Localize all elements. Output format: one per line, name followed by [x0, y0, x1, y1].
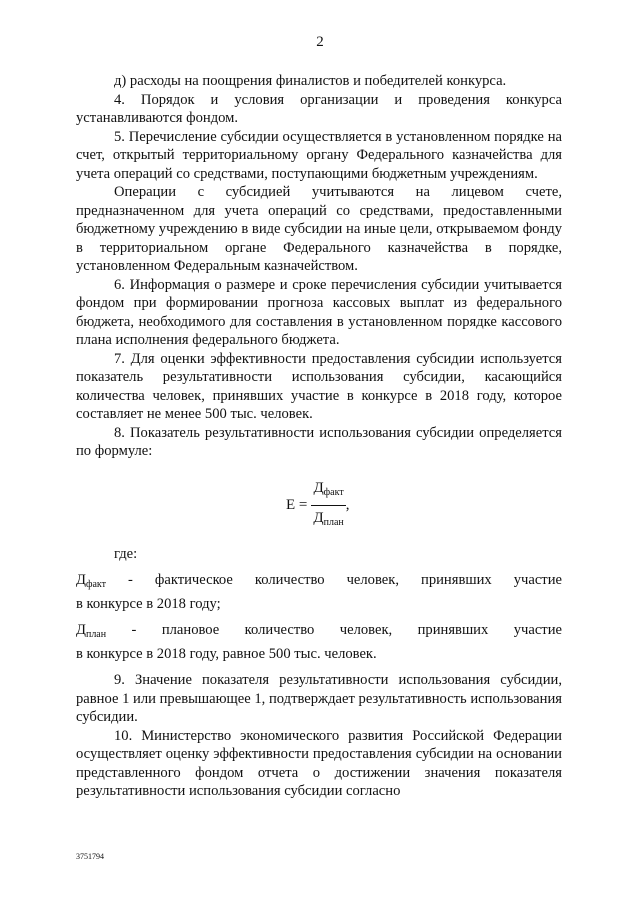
formula-numerator: $Д_{факт}$: [311, 479, 345, 507]
fact-word: количество: [254, 572, 325, 588]
where-label: где:: [114, 545, 138, 562]
plan-symbol: $Д_{план}$: [76, 622, 107, 640]
paragraph-10: 10. Министерство экономического развития Российской Федерации осуществляет оценку эффективности предоставления субсидии на основании представленного фондом отчета о достижении значения показателя результативности использования субсидии согласно: [76, 727, 562, 799]
paragraph-8: 8. Показатель результативности использования субсидии определяется по формуле:: [76, 424, 562, 459]
fact-word: человек,: [346, 572, 399, 588]
formula-lhs: E =: [286, 497, 308, 514]
definition-plan: [76, 621, 562, 663]
paragraph-5-operations: Операции с субсидией учитываются на лицевом счете, предназначенном для учета операций со средствами, предоставленными бюджетному учреждению в виде субсидии на иные цели, открываемом фонду в территориальном органе Федерального казначейства в порядке, установленном Федеральным казначейством.: [76, 184, 562, 274]
paragraph-7: 7. Для оценки эффективности предоставления субсидии используется показатель результативности использования субсидии, касающийся количества человек, принявших участие в конкурсе в 2018 году, которое составляет не менее 500 тыс. человек.: [76, 350, 562, 422]
plan-continuation: в конкурсе в 2018 году, равное 500 тыс. человек.: [76, 645, 377, 662]
fact-word: принявших: [421, 572, 492, 588]
plan-word: принявших: [417, 622, 489, 638]
paragraph-5: 5. Перечисление субсидии осуществляется в установленном порядке на счет, открытый территориальному органу Федерального казначейства для учета операций со средствами, поступающими бюджетным учреждениям.: [76, 128, 562, 182]
plan-word: человек,: [339, 622, 393, 638]
paragraph-3d: д) расходы на поощрения финалистов и победителей конкурса.: [114, 73, 507, 89]
plan-word: количество: [244, 622, 315, 638]
fact-dash: -: [128, 572, 133, 588]
plan-dash: -: [131, 622, 137, 638]
paragraph-6: 6. Информация о размере и сроке перечисления субсидии учитывается фондом при формировании прогноза кассовых выплат из федерального бюджета, необходимого для составления в установленном порядке кассового плана исполнения федерального бюджета.: [76, 276, 562, 348]
formula-denominator: $Д_{план}$: [313, 510, 344, 528]
efficiency-formula: [286, 479, 350, 533]
paragraph-9: 9. Значение показателя результативности использования субсидии, равное 1 или превышающее 1, подтверждает результативность использования субсидии.: [76, 672, 562, 725]
fact-continuation: в конкурсе в 2018 году;: [76, 595, 221, 612]
formula-fraction: [311, 479, 345, 533]
page-number: 2: [316, 34, 324, 50]
definition-fact: [76, 571, 562, 613]
paragraph-4: 4. Порядок и условия организации и проведения конкурса устанавливаются фондом.: [76, 91, 562, 126]
formula-trailing-comma: ,: [345, 497, 350, 514]
document-body: [76, 72, 562, 801]
fact-word: фактическое: [154, 572, 233, 588]
fact-word: участие: [513, 572, 562, 588]
formula-block: [76, 469, 562, 539]
plan-word: плановое: [161, 622, 220, 638]
plan-word: участие: [513, 622, 562, 638]
fact-symbol: $Д_{факт}$: [76, 572, 106, 590]
document-code: 3751794: [76, 852, 104, 861]
